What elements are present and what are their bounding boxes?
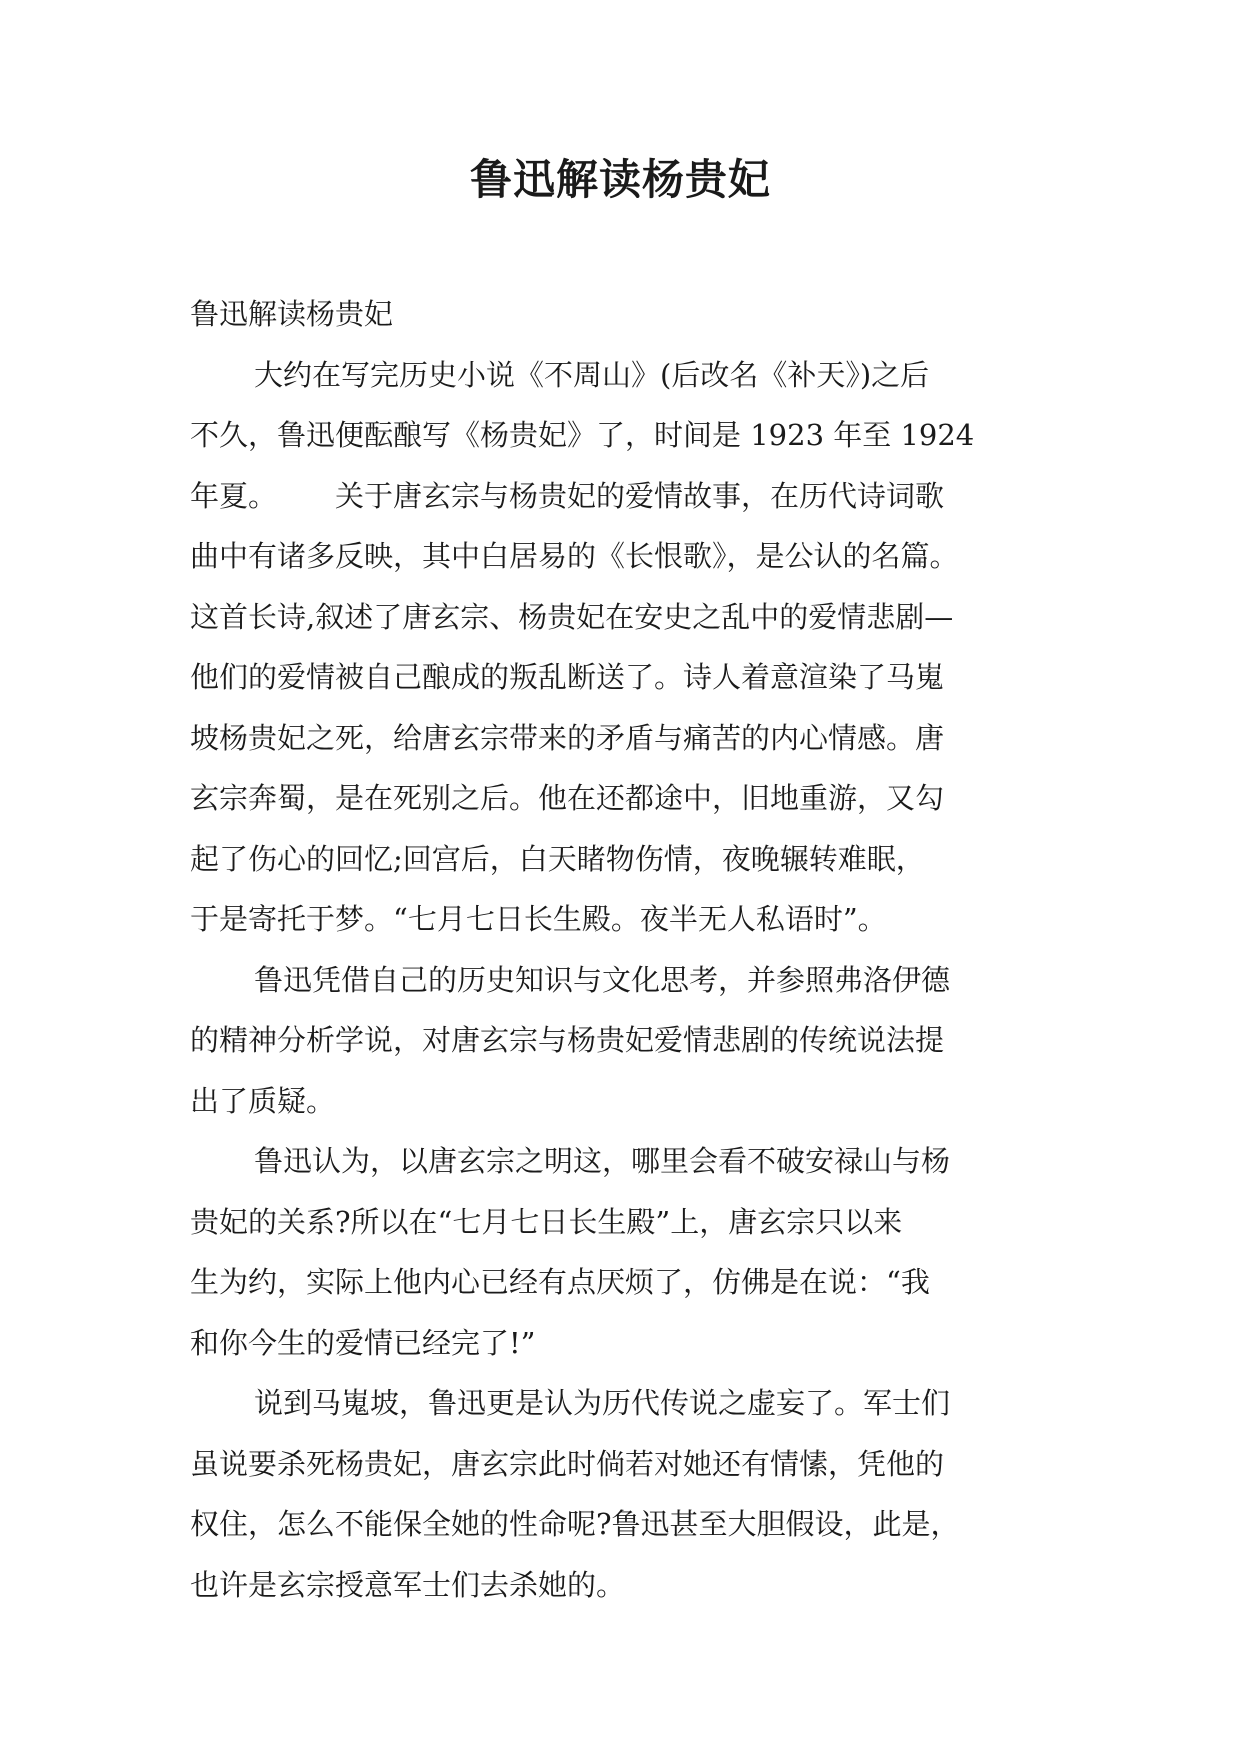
text-line: 鲁迅认为，以唐玄宗之明这，哪里会看不破安禄山与杨 [254, 1144, 951, 1178]
text-line: 玄宗奔蜀，是在死别之后。他在还都途中，旧地重游，又勾 [190, 781, 945, 815]
text-line: 贵妃的关系?所以在“七月七日长生殿”上，唐玄宗只以来 [190, 1204, 903, 1239]
text-line: 说到马嵬坡，鲁迅更是认为历代传说之虚妄了。军士们 [254, 1386, 951, 1420]
text-line [190, 466, 1080, 527]
text-line: 不久，鲁迅便酝酿写《杨贵妃》了，时间是 1923 年至 1924 [190, 418, 975, 452]
text-line: 权住，怎么不能保全她的性命呢?鲁迅甚至大胆假设，此是， [190, 1507, 960, 1541]
text-line: 虽说要杀死杨贵妃，唐玄宗此时倘若对她还有情愫，凭他的 [190, 1446, 945, 1481]
text-line: 他们的爱情被自己酿成的叛乱断送了。诗人着意渲染了马嵬 [190, 660, 945, 694]
text-line: 于是寄托于梦。“七月七日长生殿。夜半无人私语时”。 [190, 902, 887, 936]
text-line: 大约在写完历史小说《不周山》(后改名《补天》)之后 [254, 357, 930, 392]
text-line: 出了质疑。 [190, 1083, 336, 1118]
document-body [190, 284, 1080, 1615]
text-line: 鲁迅凭借自己的历史知识与文化思考，并参照弗洛伊德 [254, 962, 951, 997]
text-line: 的精神分析学说，对唐玄宗与杨贵妃爱情悲剧的传统说法提 [190, 1023, 945, 1057]
text-line: 鲁迅解读杨贵妃 [190, 297, 394, 331]
text-segment: 关于唐玄宗与杨贵妃的爱情故事，在历代诗词歌 [335, 478, 945, 513]
text-segment: 年夏。 [190, 478, 278, 513]
text-line: 曲中有诸多反映，其中白居易的《长恨歌》，是公认的名篇。 [190, 539, 959, 573]
text-line: 起了伤心的回忆;回宫后，白天睹物伤情，夜晚辗转难眠， [190, 841, 925, 876]
text-line: 也许是玄宗授意军士们去杀她的。 [190, 1567, 626, 1602]
text-line: 生为约，实际上他内心已经有点厌烦了，仿佛是在说：“我 [190, 1265, 930, 1299]
text-line: 和你今生的爱情已经完了!” [190, 1325, 536, 1360]
text-line: 坡杨贵妃之死，给唐玄宗带来的矛盾与痛苦的内心情感。唐 [190, 720, 945, 755]
document-title: 鲁迅解读杨贵妃 [469, 155, 771, 204]
text-line: 这首长诗,叙述了唐玄宗、杨贵妃在安史之乱中的爱情悲剧— [190, 599, 954, 634]
